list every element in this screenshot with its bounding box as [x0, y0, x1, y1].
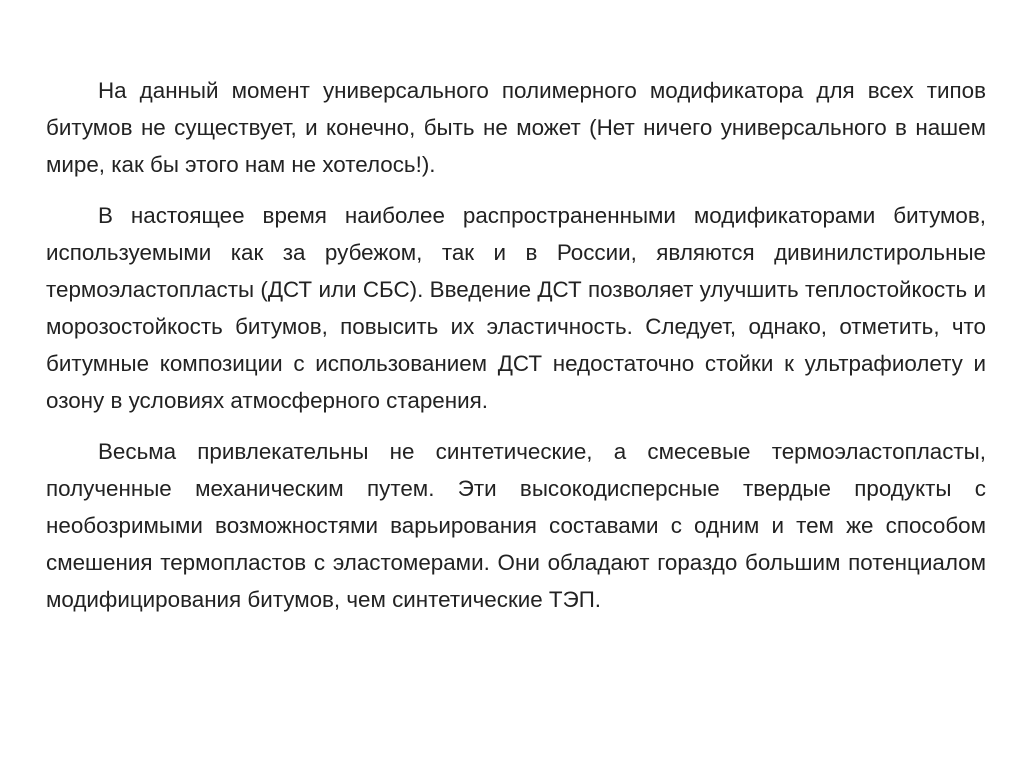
paragraph-2: В настоящее время наиболее распространенными модификаторами битумов, используемыми как за рубежом, так и в России, являются дивинилстирольные термоэластопласты (ДСТ или СБС). Введение ДСТ позволяет улучшить теплостойкость и морозостойкость битумов, повысить их эластичность. Следует, однако, отметить, что битумные композиции с использованием ДСТ недостаточно стойки к ультрафиолету и озону в условиях атмосферного старения. — [46, 203, 986, 413]
paragraph-3: Весьма привлекательны не синтетические, а смесевые термоэластопласты, полученные механическим путем. Эти высокодисперсные твердые продукты с необозримыми возможностями варьирования составами с одним и тем же способом смешения термопластов с эластомерами. Они обладают гораздо большим потенциалом модифицирования битумов, чем синтетические ТЭП. — [46, 439, 986, 612]
paragraph-1: На данный момент универсального полимерного модификатора для всех типов битумов не существует, и конечно, быть не может (Нет ничего универсального в нашем мире, как бы этого нам не хотелось!). — [46, 78, 986, 177]
body-text — [46, 72, 986, 632]
